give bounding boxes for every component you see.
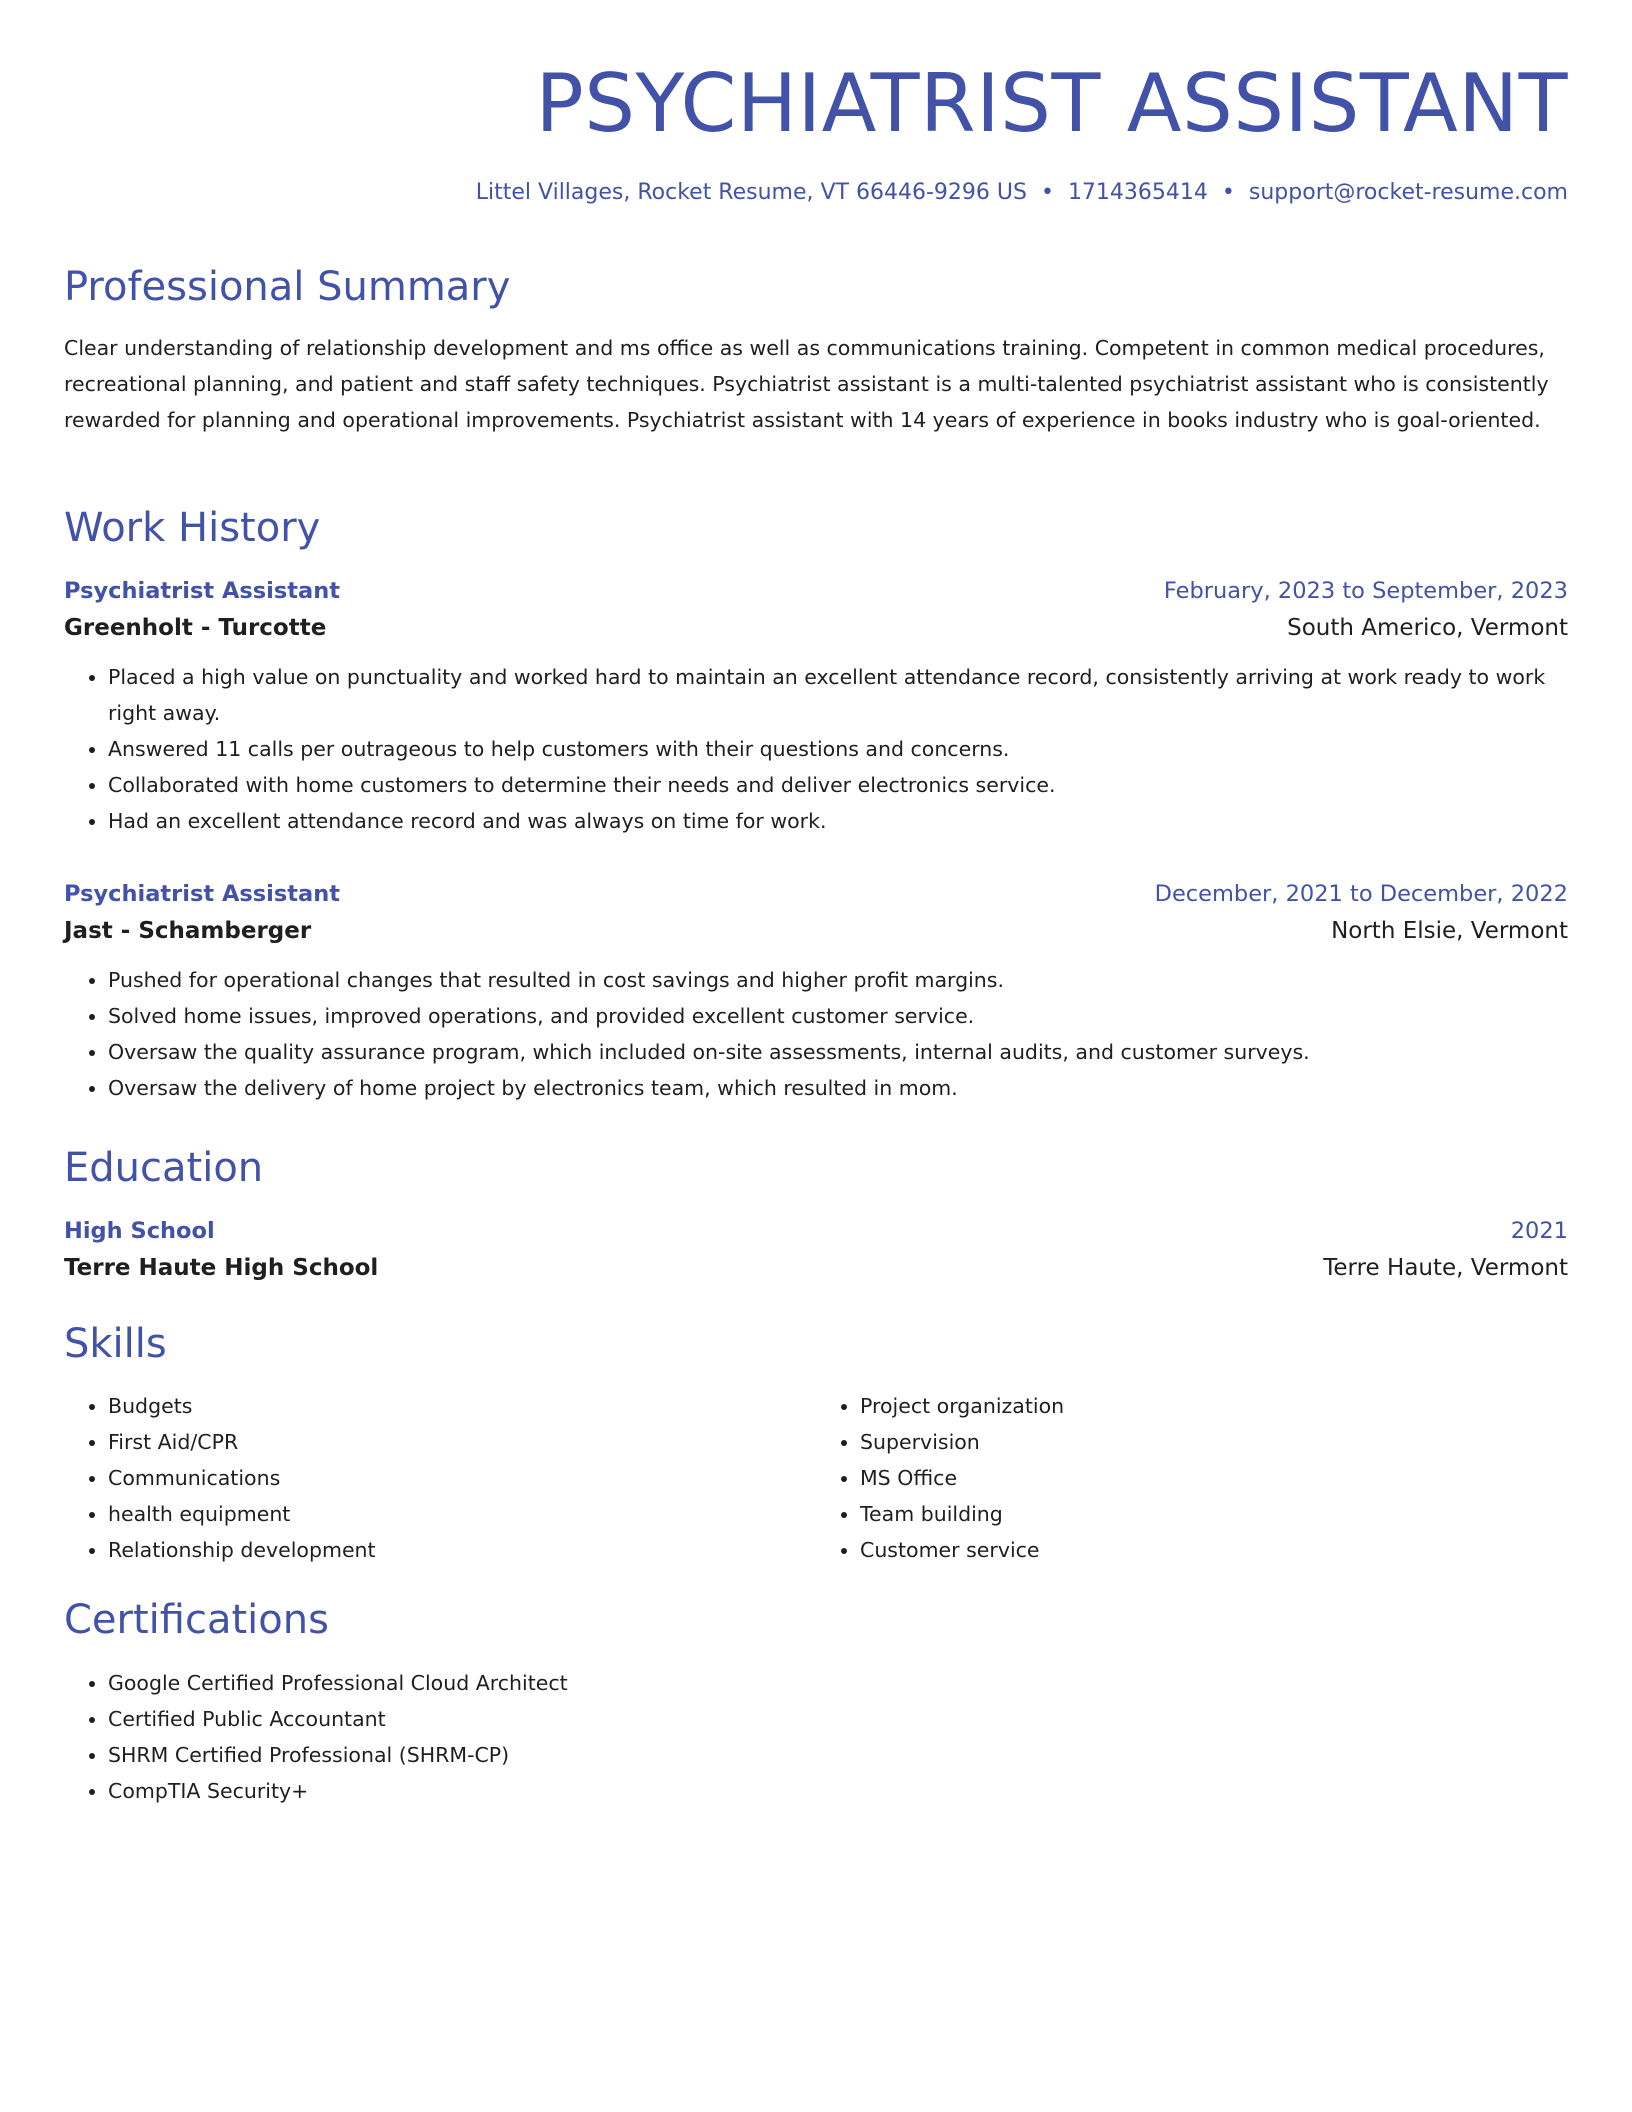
education-entry bbox=[64, 1213, 1568, 1287]
job-bullet: • Had an excellent attendance record and was always on time for work. bbox=[108, 803, 1568, 839]
job-bullet: • Pushed for operational changes that resulted in cost savings and higher profit margins. bbox=[108, 962, 1568, 998]
education-school: Terre Haute High School bbox=[64, 1255, 379, 1281]
job-bullets bbox=[64, 659, 1568, 839]
skills-column-right bbox=[816, 1388, 1568, 1568]
skill-item: • Budgets bbox=[108, 1388, 816, 1424]
job-title: Psychiatrist Assistant bbox=[64, 578, 340, 604]
contact-line bbox=[476, 178, 1568, 208]
skills-column-left bbox=[64, 1388, 816, 1568]
education-heading: Education bbox=[64, 1145, 264, 1191]
education-year: 2021 bbox=[1510, 1218, 1568, 1244]
skill-item: • Project organization bbox=[860, 1388, 1568, 1424]
certifications-list bbox=[64, 1665, 1568, 1809]
skill-item: • First Aid/CPR bbox=[108, 1424, 816, 1460]
job-dates: February, 2023 to September, 2023 bbox=[1163, 578, 1568, 604]
contact-separator: • bbox=[1221, 180, 1235, 205]
education-location: Terre Haute, Vermont bbox=[1323, 1255, 1568, 1281]
skill-item: • Communications bbox=[108, 1460, 816, 1496]
skills-list bbox=[64, 1388, 1568, 1568]
job-company: Jast - Schamberger bbox=[64, 918, 312, 944]
skill-item: • Customer service bbox=[860, 1532, 1568, 1568]
job-bullet: • Answered 11 calls per outrageous to help customers with their questions and concerns. bbox=[108, 731, 1568, 767]
job-bullet: • Placed a high value on punctuality and worked hard to maintain an excellent attendance record, consistently arriving at work ready to work right away. bbox=[108, 659, 1568, 731]
skill-item: • health equipment bbox=[108, 1496, 816, 1532]
job-location: North Elsie, Vermont bbox=[1331, 918, 1568, 944]
contact-address: Littel Villages, Rocket Resume, VT 66446-9296 US bbox=[475, 180, 1027, 205]
certification-item: • SHRM Certified Professional (SHRM-CP) bbox=[108, 1737, 1568, 1773]
skill-item: • Team building bbox=[860, 1496, 1568, 1532]
certifications-heading: Certifications bbox=[64, 1597, 329, 1643]
work-history-heading: Work History bbox=[64, 505, 321, 551]
job-company: Greenholt - Turcotte bbox=[64, 615, 327, 641]
certification-item: • Certified Public Accountant bbox=[108, 1701, 1568, 1737]
skill-item: • Supervision bbox=[860, 1424, 1568, 1460]
job-location: South Americo, Vermont bbox=[1287, 615, 1568, 641]
job-bullet: • Oversaw the delivery of home project by electronics team, which resulted in mom. bbox=[108, 1070, 1568, 1106]
job-bullet: • Collaborated with home customers to determine their needs and deliver electronics service. bbox=[108, 767, 1568, 803]
certification-item: • Google Certified Professional Cloud Architect bbox=[108, 1665, 1568, 1701]
certification-item: • CompTIA Security+ bbox=[108, 1773, 1568, 1809]
skill-item: • MS Office bbox=[860, 1460, 1568, 1496]
job-title: Psychiatrist Assistant bbox=[64, 881, 340, 907]
job-bullet: • Solved home issues, improved operations, and provided excellent customer service. bbox=[108, 998, 1568, 1034]
contact-separator: • bbox=[1040, 180, 1054, 205]
skills-heading: Skills bbox=[64, 1321, 167, 1367]
job-bullet: • Oversaw the quality assurance program, which included on-site assessments, internal audits, and customer surveys. bbox=[108, 1034, 1568, 1070]
contact-phone: 1714365414 bbox=[1067, 180, 1208, 205]
skill-item: • Relationship development bbox=[108, 1532, 816, 1568]
job-dates: December, 2021 to December, 2022 bbox=[1154, 881, 1568, 907]
candidate-name: PSYCHIATRIST ASSISTANT bbox=[535, 57, 1568, 150]
summary-text: Clear understanding of relationship development and ms office as well as communications training. Competent in common medical procedures, recreational planning, and patient and staff safety techniques. Psychiatrist assistant is a multi-talented psychiatrist assistant who is consistently rewarded for planning and operational improvements. Psychiatrist assistant with 14 years of experience in books industry who is goal-oriented. bbox=[64, 336, 1549, 432]
job-entry bbox=[64, 876, 1568, 1106]
education-degree: High School bbox=[64, 1218, 215, 1244]
contact-email: support@rocket-resume.com bbox=[1248, 180, 1568, 205]
summary-heading: Professional Summary bbox=[64, 264, 511, 310]
job-entry bbox=[64, 573, 1568, 839]
job-bullets bbox=[64, 962, 1568, 1106]
